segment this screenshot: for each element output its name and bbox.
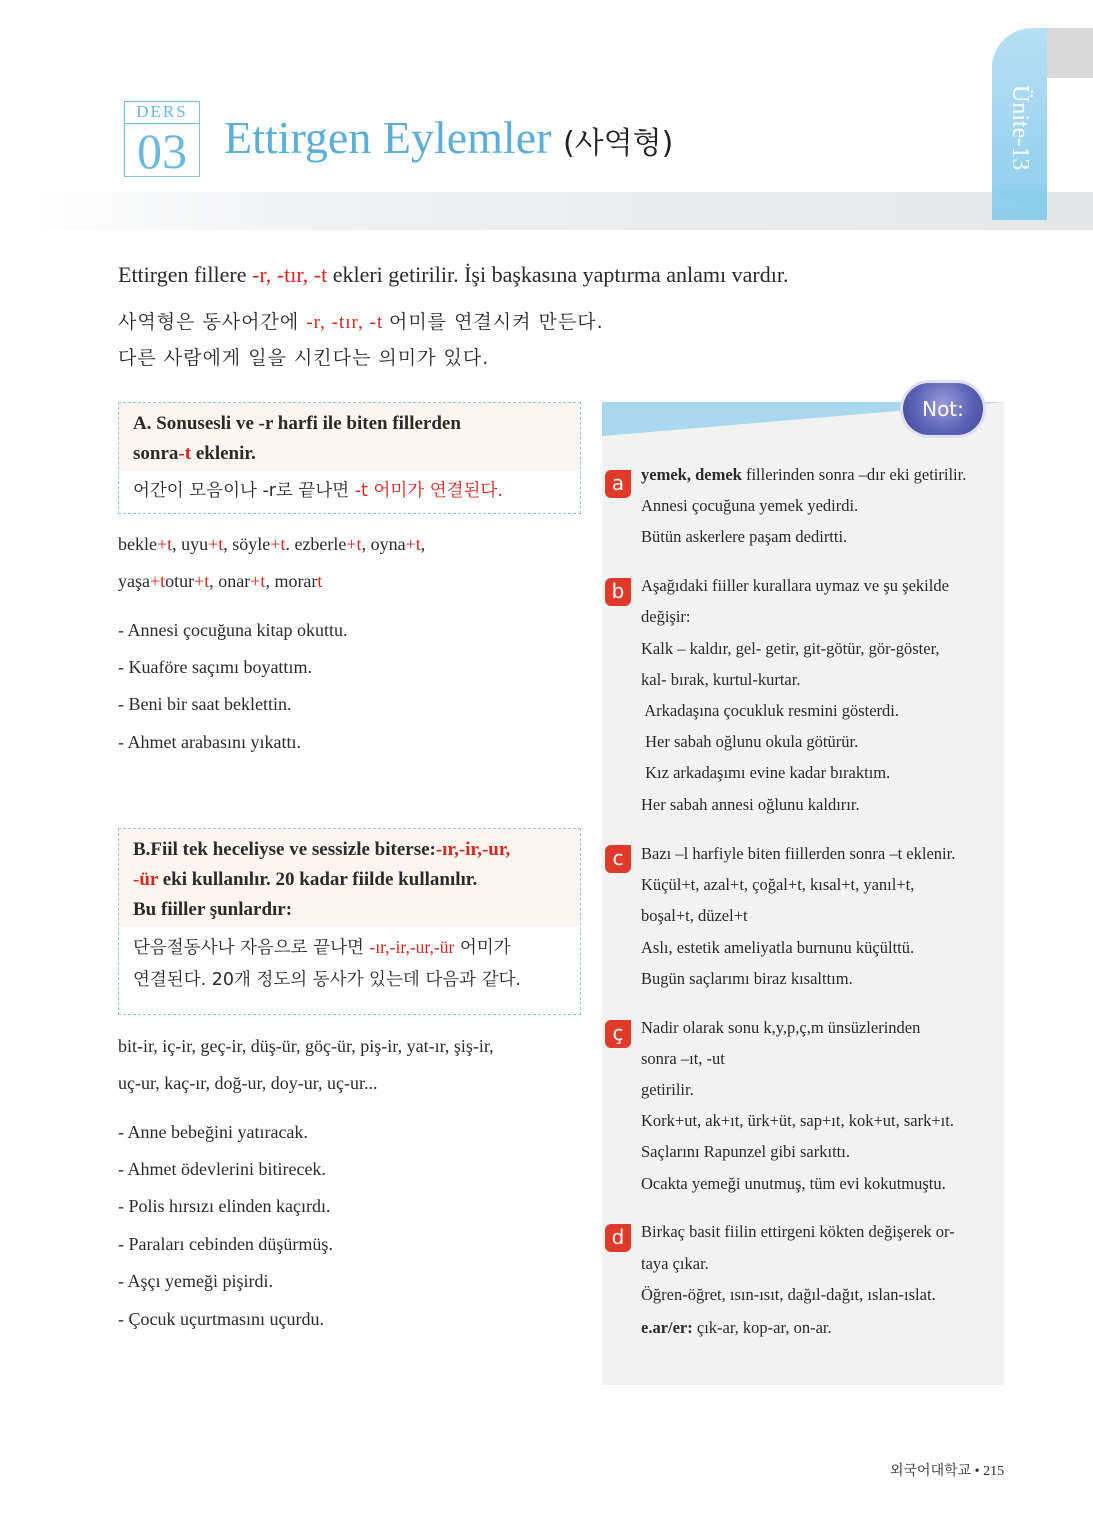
- rule-a-heading-text-end: eklenir.: [191, 443, 256, 464]
- word-suffix: +t: [156, 534, 173, 554]
- note-c-line: Küçül+t, azal+t, çoğal+t, kısal+t, yanıl+t,: [641, 875, 915, 894]
- rule-b-ko-text-end: 어미가: [454, 938, 511, 958]
- note-d-line: Birkaç basit fiilin ettirgeni kökten değişerek or-: [641, 1222, 955, 1241]
- word-base: söyle: [232, 534, 271, 554]
- word-sep: .: [285, 534, 295, 554]
- intro-tr-text-end: ekleri getirilir. İşi başkasına yaptırma anlamı vardır.: [327, 262, 789, 287]
- rule-b-heading-line-3: Bu fiiller şunlardır:: [133, 899, 293, 920]
- header-band: [0, 192, 1093, 230]
- note-b-line: Arkadaşına çocukluk resmini gösterdi.: [641, 701, 899, 720]
- rule-b-example: - Anne bebeğini yatıracak.: [118, 1122, 308, 1142]
- rule-a-heading-text: sonra: [133, 443, 179, 464]
- rule-a-example: - Annesi çocuğuna kitap okuttu.: [118, 620, 348, 640]
- rule-a-example: - Kuaföre saçımı boyattım.: [118, 657, 312, 677]
- rule-b-heading-suffix-2: -ür: [133, 869, 158, 890]
- rule-box-b: [118, 828, 581, 1015]
- rule-b-ko-red: -ır,-ir,-ur,-ür: [369, 937, 455, 957]
- word-sep: ,: [209, 571, 219, 591]
- rule-b-example: - Aşçı yemeği pişirdi.: [118, 1271, 273, 1291]
- note-c-line: Aslı, estetik ameliyatla burnunu küçülttü.: [641, 938, 915, 957]
- word-sep: ,: [172, 534, 182, 554]
- note-a-lead-bold: yemek, demek: [641, 465, 742, 484]
- unit-tab-back: [1047, 28, 1093, 78]
- word-base: otur: [165, 571, 195, 591]
- note-cc-line: Saçlarını Rapunzel gibi sarkıttı.: [641, 1142, 850, 1161]
- intro-ko1-text-end: 어미를 연결시켜 만든다.: [388, 311, 604, 333]
- rule-b-ko-line-2: 연결된다. 20개 정도의 동사가 있는데 다음과 같다.: [133, 970, 521, 990]
- note-cc-line: getirilir.: [641, 1080, 694, 1099]
- note-c-line: Bazı –l harfiyle biten fiillerden sonra –t eklenir.: [641, 844, 956, 863]
- word-suffix: +t: [194, 571, 210, 591]
- lesson-number: 03: [137, 123, 187, 179]
- note-cc-line: sonra –ıt, -ut: [641, 1049, 725, 1068]
- word-suffix: t: [317, 571, 323, 591]
- rule-a-example: - Beni bir saat beklettin.: [118, 694, 292, 714]
- word-suffix: +t: [208, 534, 224, 554]
- page-footer: [890, 1460, 1004, 1480]
- word-sep: ,: [420, 534, 426, 554]
- note-a-line: Annesi çocuğuna yemek yedirdi.: [641, 496, 859, 515]
- word-suffix: +t: [405, 534, 421, 554]
- intro-korean-line-1: [118, 307, 604, 334]
- rule-box-a: [118, 402, 581, 514]
- note-b-line: Kalk – kaldır, gel- getir, git-götür, gör-göster,: [641, 639, 940, 658]
- note-marker-c-cedilla: ç: [605, 1020, 631, 1048]
- note-c-line: Bugün saçlarımı biraz kısalttım.: [641, 969, 853, 988]
- page-number: 215: [983, 1464, 1005, 1479]
- note-d-line: taya çıkar.: [641, 1254, 709, 1273]
- intro-korean-line-2: 다른 사람에게 일을 시킨다는 의미가 있다.: [118, 347, 490, 369]
- word-sep: ,: [361, 534, 371, 554]
- rule-b-example: - Ahmet ödevlerini bitirecek.: [118, 1159, 326, 1179]
- rule-a-heading: [119, 403, 580, 471]
- note-c-line: boşal+t, düzel+t: [641, 906, 748, 925]
- rule-b-example: - Çocuk uçurtmasını uçurdu.: [118, 1309, 324, 1329]
- note-b-line: Aşağıdaki fiiller kurallara uymaz ve şu şekilde: [641, 576, 949, 595]
- word-base: oyna: [370, 534, 406, 554]
- rule-b-heading-line-2: [133, 865, 566, 895]
- note-cc-line: Ocakta yemeği unutmuş, tüm evi kokutmuştu.: [641, 1174, 946, 1193]
- lesson-title-tr: Ettirgen Eylemler: [224, 112, 552, 163]
- rule-a-heading-suffix: -t: [178, 443, 192, 464]
- note-b-line: Her sabah annesi oğlunu kaldırır.: [641, 795, 860, 814]
- rule-b-heading-text-2: eki kullanılır. 20 kadar fiilde kullanılır.: [157, 869, 478, 890]
- note-a-lead: [641, 465, 966, 485]
- note-b-line: kal- bırak, kurtul-kurtar.: [641, 670, 801, 689]
- word-sep: ,: [265, 571, 275, 591]
- rule-b-heading-line-1: [133, 835, 566, 865]
- note-a-line: Bütün askerlere paşam dedirtti.: [641, 527, 848, 546]
- rule-a-heading-line-1: A. Sonusesli ve -r harfi ile biten fillerden: [133, 413, 461, 434]
- intro-turkish: [118, 262, 788, 288]
- word-suffix: +t: [149, 571, 166, 591]
- rule-a-heading-line-2: [133, 439, 566, 469]
- rule-b-words-line-1: bit-ir, iç-ir, geç-ir, düş-ür, göç-ür, piş-ir, yat-ır, şiş-ir,: [118, 1036, 494, 1056]
- rule-b-heading: [119, 829, 580, 927]
- intro-tr-suffixes: -r, -tır, -t: [252, 262, 328, 287]
- word-sep: ,: [223, 534, 233, 554]
- word-base: yaşa: [118, 571, 150, 591]
- lesson-title: [224, 108, 673, 174]
- note-b-line: Kız arkadaşımı evine kadar bıraktım.: [641, 763, 891, 782]
- note-cc-line: Kork+ut, ak+ıt, ürk+üt, sap+ıt, kok+ut, sark+ıt.: [641, 1111, 954, 1130]
- note-badge-label: Not:: [922, 397, 964, 421]
- word-suffix: +t: [250, 571, 266, 591]
- note-marker-b: b: [605, 578, 631, 606]
- rule-a-example: - Ahmet arabasını yıkattı.: [118, 732, 301, 752]
- intro-tr-text: Ettirgen fillere: [118, 262, 252, 287]
- word-suffix: +t: [270, 534, 286, 554]
- footer-separator: •: [971, 1464, 984, 1479]
- footer-publisher: 외국어대학교: [890, 1463, 972, 1479]
- word-base: morar: [274, 571, 318, 591]
- intro-ko1-text: 사역형은 동사어간에: [118, 311, 307, 333]
- note-a-lead-rest: fillerinden sonra –dır eki getirilir.: [741, 465, 967, 484]
- rule-a-words-line-1: [118, 534, 425, 555]
- word-base: ezberle: [294, 534, 347, 554]
- rule-b-ko-text: 단음절동사나 자음으로 끝나면: [133, 938, 370, 958]
- rule-b-heading-text: B.Fiil tek heceliyse ve sessizle biterse:: [133, 839, 436, 860]
- rule-a-ko-text: 어간이 모음이나 -r로 끝나면: [133, 481, 355, 501]
- note-d-last-line: [641, 1318, 832, 1338]
- word-base: uyu: [181, 534, 209, 554]
- note-marker-a: a: [605, 470, 631, 498]
- rule-b-words-line-2: uç-ur, kaç-ır, doğ-ur, doy-ur, uç-ur...: [118, 1073, 378, 1093]
- rule-a-ko-red: -t 어미가 연결된다.: [354, 481, 503, 501]
- note-d-last-rest: çık-ar, kop-ar, on-ar.: [692, 1318, 832, 1337]
- note-marker-d: d: [605, 1224, 631, 1252]
- unit-label: Ünite-13: [1007, 85, 1033, 171]
- word-base: bekle: [118, 534, 157, 554]
- rule-a-words-line-2: [118, 571, 322, 592]
- rule-b-example: - Paraları cebinden düşürmüş.: [118, 1234, 333, 1254]
- note-cc-line: Nadir olarak sonu k,y,p,ç,m ünsüzlerinden: [641, 1018, 921, 1037]
- note-marker-c: c: [605, 845, 631, 873]
- rule-b-heading-suffix: -ır,-ir,-ur,: [435, 839, 511, 860]
- note-b-line: Her sabah oğlunu okula götürür.: [641, 732, 859, 751]
- note-d-line: Öğren-öğret, ısın-ısıt, dağıl-dağıt, ıslan-ıslat.: [641, 1285, 936, 1304]
- lesson-title-ko: (사역형): [562, 126, 674, 161]
- rule-b-korean: [119, 927, 580, 1002]
- note-d-last-bold: e.ar/er:: [641, 1318, 693, 1337]
- word-base: onar: [218, 571, 251, 591]
- note-b-line: değişir:: [641, 607, 691, 626]
- lesson-label: DERS: [136, 102, 188, 121]
- word-suffix: +t: [346, 534, 362, 554]
- rule-b-ko-line-1: [133, 931, 566, 964]
- rule-b-example: - Polis hırsızı elinden kaçırdı.: [118, 1196, 331, 1216]
- intro-ko1-suffixes: -r, -tır, -t: [306, 312, 389, 333]
- rule-a-korean: [119, 471, 580, 513]
